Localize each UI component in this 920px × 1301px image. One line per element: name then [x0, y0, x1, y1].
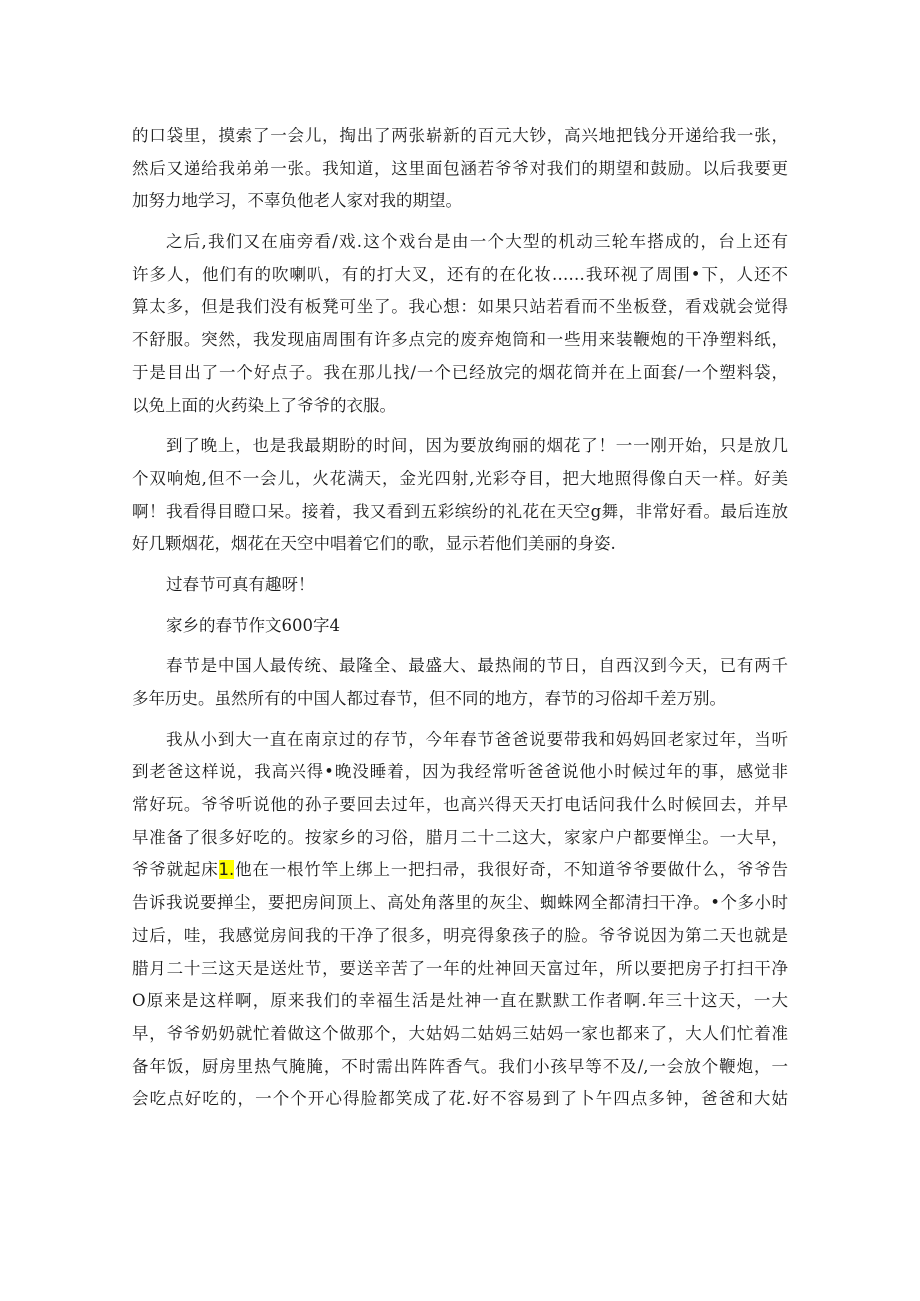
text-line: 于是目出了一个好点子。我在那儿找/一个已经放完的烟花筒并在上面套/一个塑料袋，	[132, 362, 788, 382]
text-line: 许多人，他们有的吹喇叭，有的打大叉，还有的在化妆……我环视了周围•下，人还不	[132, 264, 788, 284]
text-line: 好几颗烟花，烟花在天空中唱着它们的歌，显示若他们美丽的身姿.	[132, 534, 616, 554]
text-line: 多年历史。虽然所有的中国人都过春节，但不同的地方，春节的习俗却千差万别。	[132, 689, 726, 708]
text-line: 个双响炮,但不一会儿，火花满天，金光四射,光彩夺目，把大地照得像白天一样。好美	[132, 468, 788, 488]
text-line-with-highlight	[132, 854, 788, 887]
text-line: 到了晚上，也是我最期盼的时间，因为要放绚丽的烟花了！一一刚开始，只是放几	[166, 436, 788, 456]
text-line: 到老爸这样说，我高兴得•晚没睡着，因为我经常听爸爸说他小时候过年的事，感觉非	[132, 762, 788, 782]
section-heading: 家乡的春节作文600字4	[166, 615, 340, 635]
text-line: 腊月二十三这天是送灶节，要送辛苦了一年的灶神回天富过年，所以要把房子打扫干净	[132, 958, 788, 978]
text-line: 告诉我说要掸尘，要把房间顶上、高处角落里的灰尘、蜘蛛网全都清扫干净。•个多小时	[132, 893, 788, 913]
text-line: 我从小到大一直在南京过的存节，今年春节爸爸说要带我和妈妈回老家过年，当听	[166, 729, 788, 749]
text-line: 然后又递给我弟弟一张。我知道，这里面包涵若爷爷对我们的期望和鼓励。以后我要更	[132, 158, 788, 178]
text-line: 之后,我们又在庙旁看/戏.这个戏台是由一个大型的机动三轮车搭成的，台上还有	[166, 232, 788, 252]
text-segment: 爷爷就起床	[132, 860, 219, 880]
text-line: 过春节可真有趣呀！	[166, 574, 315, 594]
text-line: 常好玩。爷爷听说他的孙子要回去过年，也高兴得天天打电话问我什么时候回去，并早	[132, 795, 788, 815]
text-line: 加努力地学习，不辜负他老人家对我的期望。	[132, 191, 462, 211]
text-line: 早，爷爷奶奶就忙着做这个做那个，大姑妈二姑妈三姑妈一家也都来了，大人们忙着准	[132, 1023, 788, 1043]
text-line: 备年饭，厨房里热气腌腌，不时需出阵阵香气。我们小孩早等不及/,一会放个鞭炮，一	[132, 1056, 788, 1076]
text-line: 啊！我看得目瞪口呆。接着，我又看到五彩缤纷的礼花在天空g舞，非常好看。最后连放	[132, 501, 788, 521]
text-line: 的口袋里，摸索了一会儿，掏出了两张崭新的百元大钞，高兴地把钱分开递给我一张，	[132, 126, 788, 145]
highlighted-text: 1.	[218, 860, 235, 880]
text-line: O原来是这样啊，原来我们的幸福生活是灶神一直在默默工作者啊.年三十这天，一大	[132, 991, 788, 1011]
text-line: 不舒服。突然，我发现庙周围有许多点完的废弃炮筒和一些用来装鞭炮的干净塑料纸，	[132, 330, 788, 350]
text-line: 过后，哇，我感觉房间我的干净了很多，明亮得象孩子的脸。爷爷说因为第二天也就是	[132, 925, 788, 945]
text-segment: 他在一根竹竿上绑上一把扫帚，我很好奇，不知道爷爷要做什么，爷爷告	[234, 860, 788, 880]
text-line: 会吃点好吃的，一个个开心得脸都笑成了花.好不容易到了卜午四点多钟，爸爸和大姑	[132, 1089, 788, 1109]
text-line: 算太多，但是我们没有板凳可坐了。我心想：如果只站若看而不坐板登，看戏就会觉得	[132, 297, 788, 317]
text-line: 早准备了很多好吃的。按家乡的习俗，腊月二十二这大，家家户户都要惮尘。一大早，	[132, 827, 788, 847]
text-line: 以免上面的火药染上了爷爷的衣服。	[132, 395, 396, 415]
document-body	[132, 120, 788, 1116]
text-line: 春节是中国人最传统、最隆全、最盛大、最热闹的节日，自西汉到今天，已有两千	[166, 656, 788, 676]
